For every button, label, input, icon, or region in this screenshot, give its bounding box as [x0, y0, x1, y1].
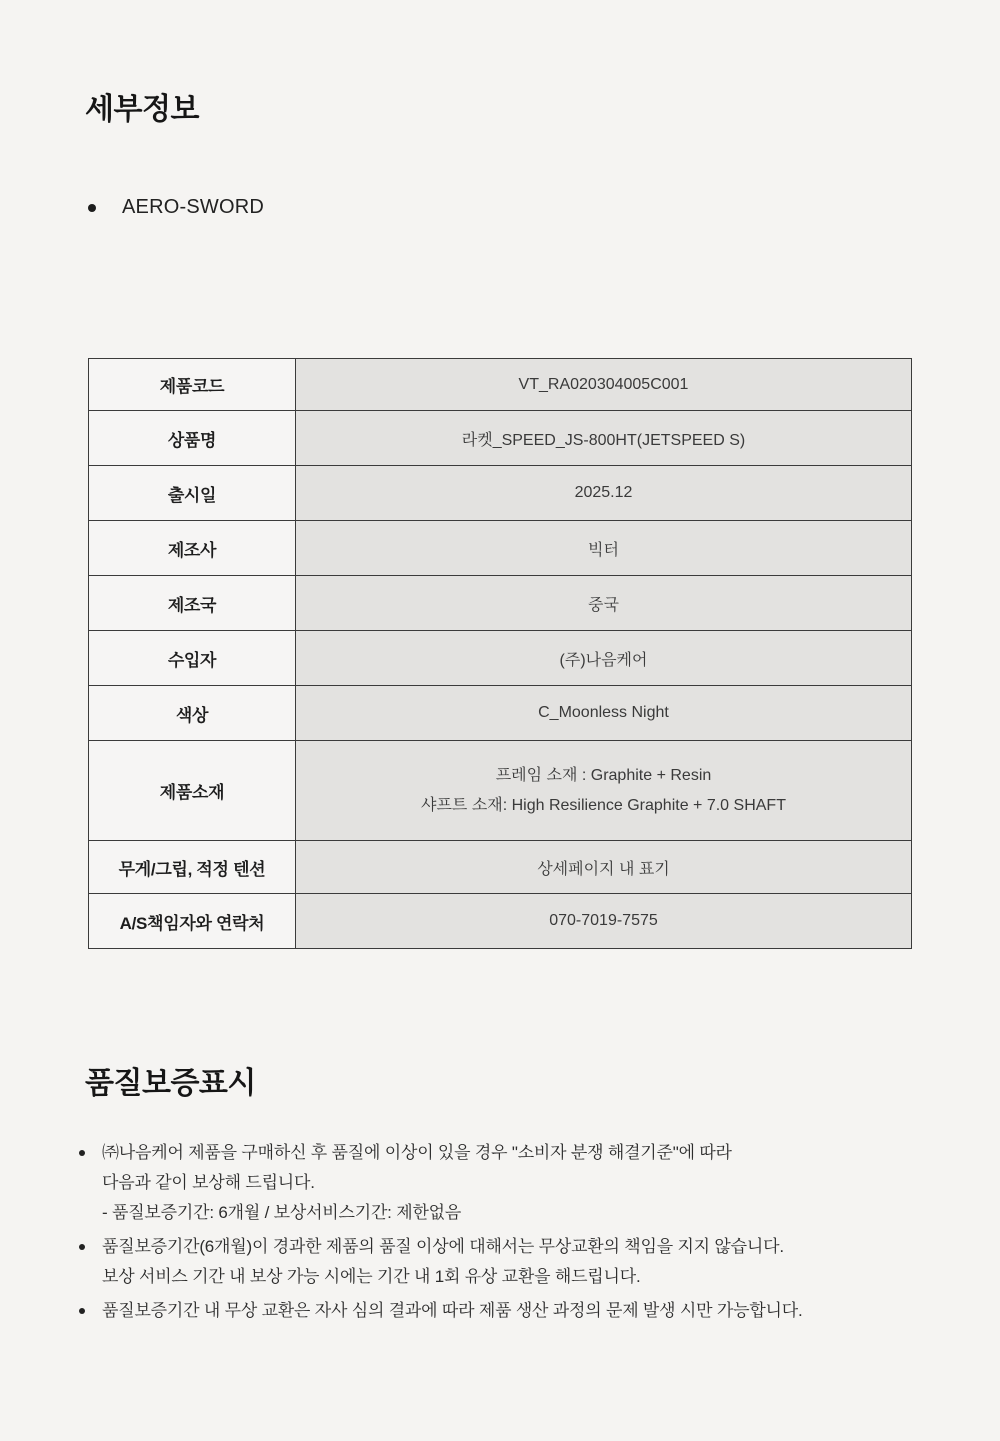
warranty-text	[102, 1138, 732, 1228]
table-row	[89, 686, 912, 741]
list-item	[79, 1138, 959, 1228]
spec-value: C_Moonless Night	[296, 686, 912, 741]
table-row	[89, 359, 912, 411]
spec-value: 빅터	[296, 521, 912, 576]
warranty-list	[79, 1138, 959, 1330]
list-item	[79, 1232, 959, 1292]
spec-value: 070-7019-7575	[296, 894, 912, 949]
table-row	[89, 576, 912, 631]
bullet-icon	[79, 1150, 85, 1156]
spec-value: 상세페이지 내 표기	[296, 841, 912, 894]
spec-label: 수입자	[89, 631, 296, 686]
product-line-name: AERO-SWORD	[122, 196, 264, 218]
spec-value	[296, 741, 912, 841]
table-row	[89, 466, 912, 521]
spec-label: 제조사	[89, 521, 296, 576]
spec-value-line: 프레임 소재 : Graphite + Resin	[495, 766, 712, 784]
warranty-text-line: 품질보증기간(6개월)이 경과한 제품의 품질 이상에 대해서는 무상교환의 책임을 지지 않습니다.	[102, 1237, 784, 1256]
warranty-text-line: 품질보증기간 내 무상 교환은 자사 심의 결과에 따라 제품 생산 과정의 문제 발생 시만 가능합니다.	[102, 1301, 803, 1320]
warranty-text-line: - 품질보증기간: 6개월 / 보상서비스기간: 제한없음	[102, 1203, 462, 1222]
table-row	[89, 841, 912, 894]
table-row	[89, 631, 912, 686]
spec-value: 라켓_SPEED_JS-800HT(JETSPEED S)	[296, 411, 912, 466]
spec-label: 제품코드	[89, 359, 296, 411]
spec-label: 색상	[89, 686, 296, 741]
section-title-warranty: 품질보증표시	[85, 1067, 256, 1100]
bullet-icon	[79, 1308, 85, 1314]
product-spec-table	[88, 358, 912, 949]
warranty-text-line: 보상 서비스 기간 내 보상 가능 시에는 기간 내 1회 유상 교환을 해드립니다.	[102, 1267, 641, 1286]
bullet-icon	[79, 1244, 85, 1250]
spec-label: 출시일	[89, 466, 296, 521]
spec-value: 2025.12	[296, 466, 912, 521]
spec-label: A/S책임자와 연락처	[89, 894, 296, 949]
table-row	[89, 411, 912, 466]
table-row	[89, 894, 912, 949]
warranty-text-line: ㈜나음케어 제품을 구매하신 후 품질에 이상이 있을 경우 "소비자 분쟁 해결기준"에 따라	[102, 1143, 732, 1162]
spec-value: VT_RA020304005C001	[296, 359, 912, 411]
spec-label: 제조국	[89, 576, 296, 631]
spec-label: 제품소재	[89, 741, 296, 841]
spec-value-line: 샤프트 소재: High Resilience Graphite + 7.0 SHAFT	[421, 796, 786, 814]
spec-label: 상품명	[89, 411, 296, 466]
list-item	[88, 196, 264, 219]
warranty-text	[102, 1232, 784, 1292]
section-title-details: 세부정보	[85, 93, 199, 126]
spec-value: 중국	[296, 576, 912, 631]
spec-value: (주)나음케어	[296, 631, 912, 686]
list-item	[79, 1296, 959, 1326]
table-row	[89, 521, 912, 576]
warranty-text	[102, 1296, 803, 1326]
bullet-icon	[88, 204, 96, 212]
spec-label: 무게/그립, 적정 텐션	[89, 841, 296, 894]
table-row	[89, 741, 912, 841]
warranty-text-line: 다음과 같이 보상해 드립니다.	[102, 1173, 315, 1192]
